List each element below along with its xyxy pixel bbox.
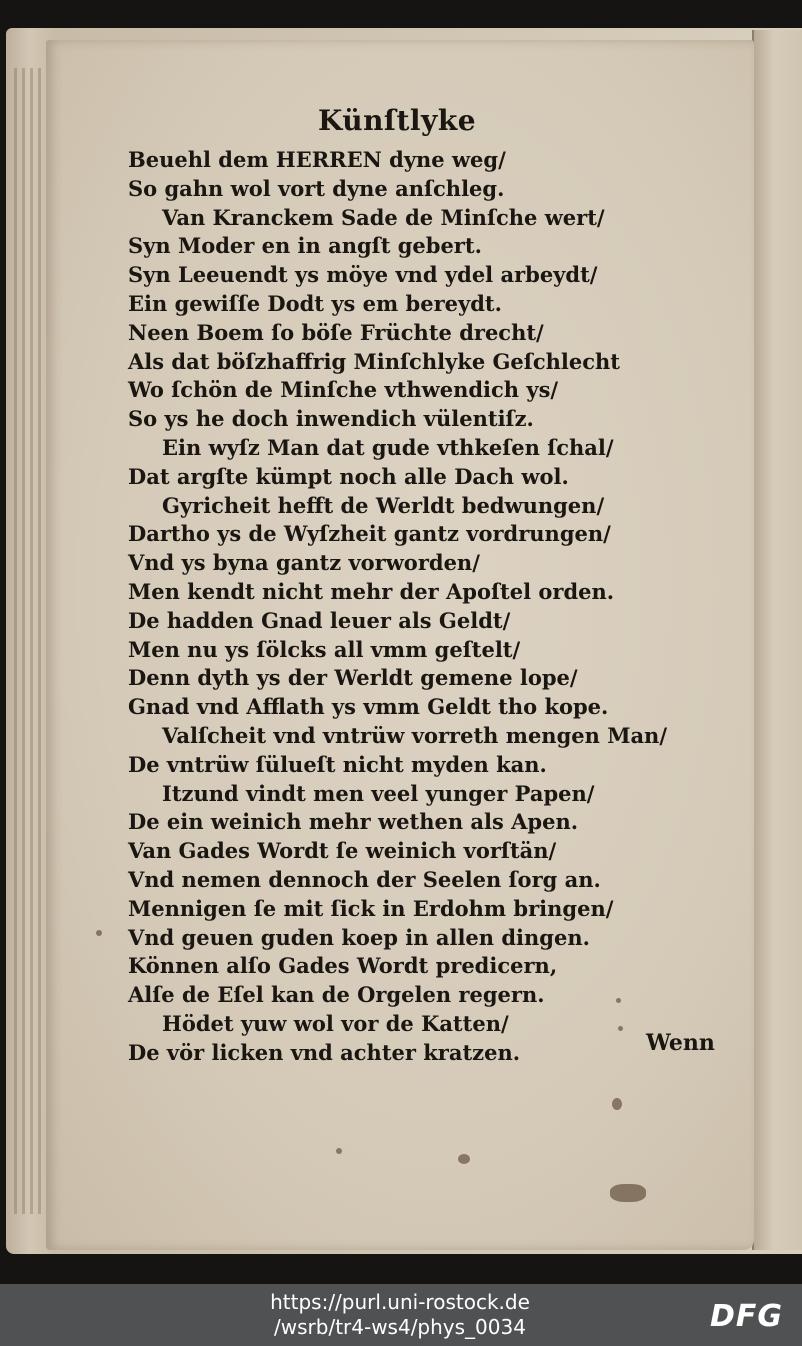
ink-spot (616, 998, 621, 1003)
verse-line: Van Gades Wordt ſe weinich vorſtän/ (128, 838, 557, 864)
running-head: Künſtlyke (318, 104, 477, 137)
page-edge (38, 68, 41, 1214)
permalink-line-1[interactable]: https://purl.uni-rostock.de (270, 1290, 530, 1314)
ink-spot (96, 930, 102, 936)
verse-line: Ein wyſz Man dat gude vthkeſen ſchal/ (162, 434, 614, 460)
verse-line: Können alſo Gades Wordt predicern, (128, 953, 558, 979)
verse-line: Syn Leeuendt ys möye vnd ydel arbeydt/ (128, 262, 598, 288)
verse-line: Alſe de Eſel kan de Orgelen regern. (128, 982, 545, 1008)
verse-line: Syn Moder en in angſt gebert. (128, 233, 482, 259)
facing-page-edge (752, 30, 802, 1250)
permalink[interactable] (180, 1290, 620, 1340)
verse-line: Men kendt nicht mehr der Apoſtel orden. (128, 578, 615, 604)
verse-line: So ys he doch inwendich vülentiſz. (128, 406, 534, 432)
verse-line: De ein weinich mehr wethen als Apen. (128, 809, 579, 835)
page-edge (22, 68, 25, 1214)
svg-text:DFG: DFG (710, 1299, 784, 1332)
verse-line: Vnd nemen dennoch der Seelen ſorg an. (128, 866, 601, 892)
ink-spot (618, 1026, 623, 1031)
verse-line: Wo ſchön de Minſche vthwendich ys/ (128, 377, 559, 403)
ink-spot (336, 1148, 342, 1154)
verse-line: Dat argſte kümpt noch alle Dach wol. (128, 463, 569, 489)
verse-line: Neen Boem ſo böſe Früchte drecht/ (128, 319, 544, 345)
verse-line: De vntrüw ſülueſt nicht myden kan. (128, 751, 547, 777)
permalink-line-2[interactable]: /wsrb/tr4-ws4/phys_0034 (274, 1315, 526, 1339)
verse-line: Itzund vindt men veel yunger Papen/ (162, 780, 595, 806)
verse-line: Vnd ys byna gantz vorworden/ (128, 550, 480, 576)
verse-line: Mennigen ſe mit ſick in Erdohm bringen/ (128, 895, 614, 921)
verse-line: De hadden Gnad leuer als Geldt/ (128, 607, 511, 633)
verse-line: Valſcheit vnd vntrüw vorreth mengen Man/ (162, 722, 667, 748)
dfg-logo-graphic (708, 1298, 794, 1332)
catchword: Wenn (646, 1030, 715, 1056)
stain (610, 1184, 646, 1202)
verse-line: Gnad vnd Afflath ys vmm Geldt tho kope. (128, 694, 609, 720)
verse-line: Vnd geuen guden koep in allen dingen. (128, 924, 590, 950)
verse-line: So gahn wol vort dyne anſchleg. (128, 175, 505, 201)
verse-line: Van Kranckem Sade de Minſche wert/ (162, 204, 605, 230)
verse-line: Men nu ys ſölcks all vmm geſtelt/ (128, 636, 521, 662)
verse-line: Als dat böſzhaffrig Minſchlyke Geſchlecht (128, 348, 620, 374)
verse-line: De vör licken vnd achter kratzen. (128, 1039, 521, 1065)
dfg-logo (708, 1298, 794, 1332)
verse-line: Hödet yuw wol vor de Katten/ (162, 1010, 509, 1036)
ink-spot (612, 1098, 622, 1110)
page-edge (14, 68, 17, 1214)
verse-text-block (128, 146, 728, 1068)
verse-line: Gyricheit hefft de Werldt bedwungen/ (162, 492, 605, 518)
verse-line: Ein gewiſſe Dodt ys em bereydt. (128, 290, 502, 316)
ink-spot (458, 1154, 470, 1164)
verse-line: Beuehl dem HERREN dyne weg/ (128, 147, 506, 172)
page-edge (30, 68, 33, 1214)
verse-line: Dartho ys de Wyſzheit gantz vordrungen/ (128, 521, 611, 547)
verse-line: Denn dyth ys der Werldt gemene lope/ (128, 665, 578, 691)
